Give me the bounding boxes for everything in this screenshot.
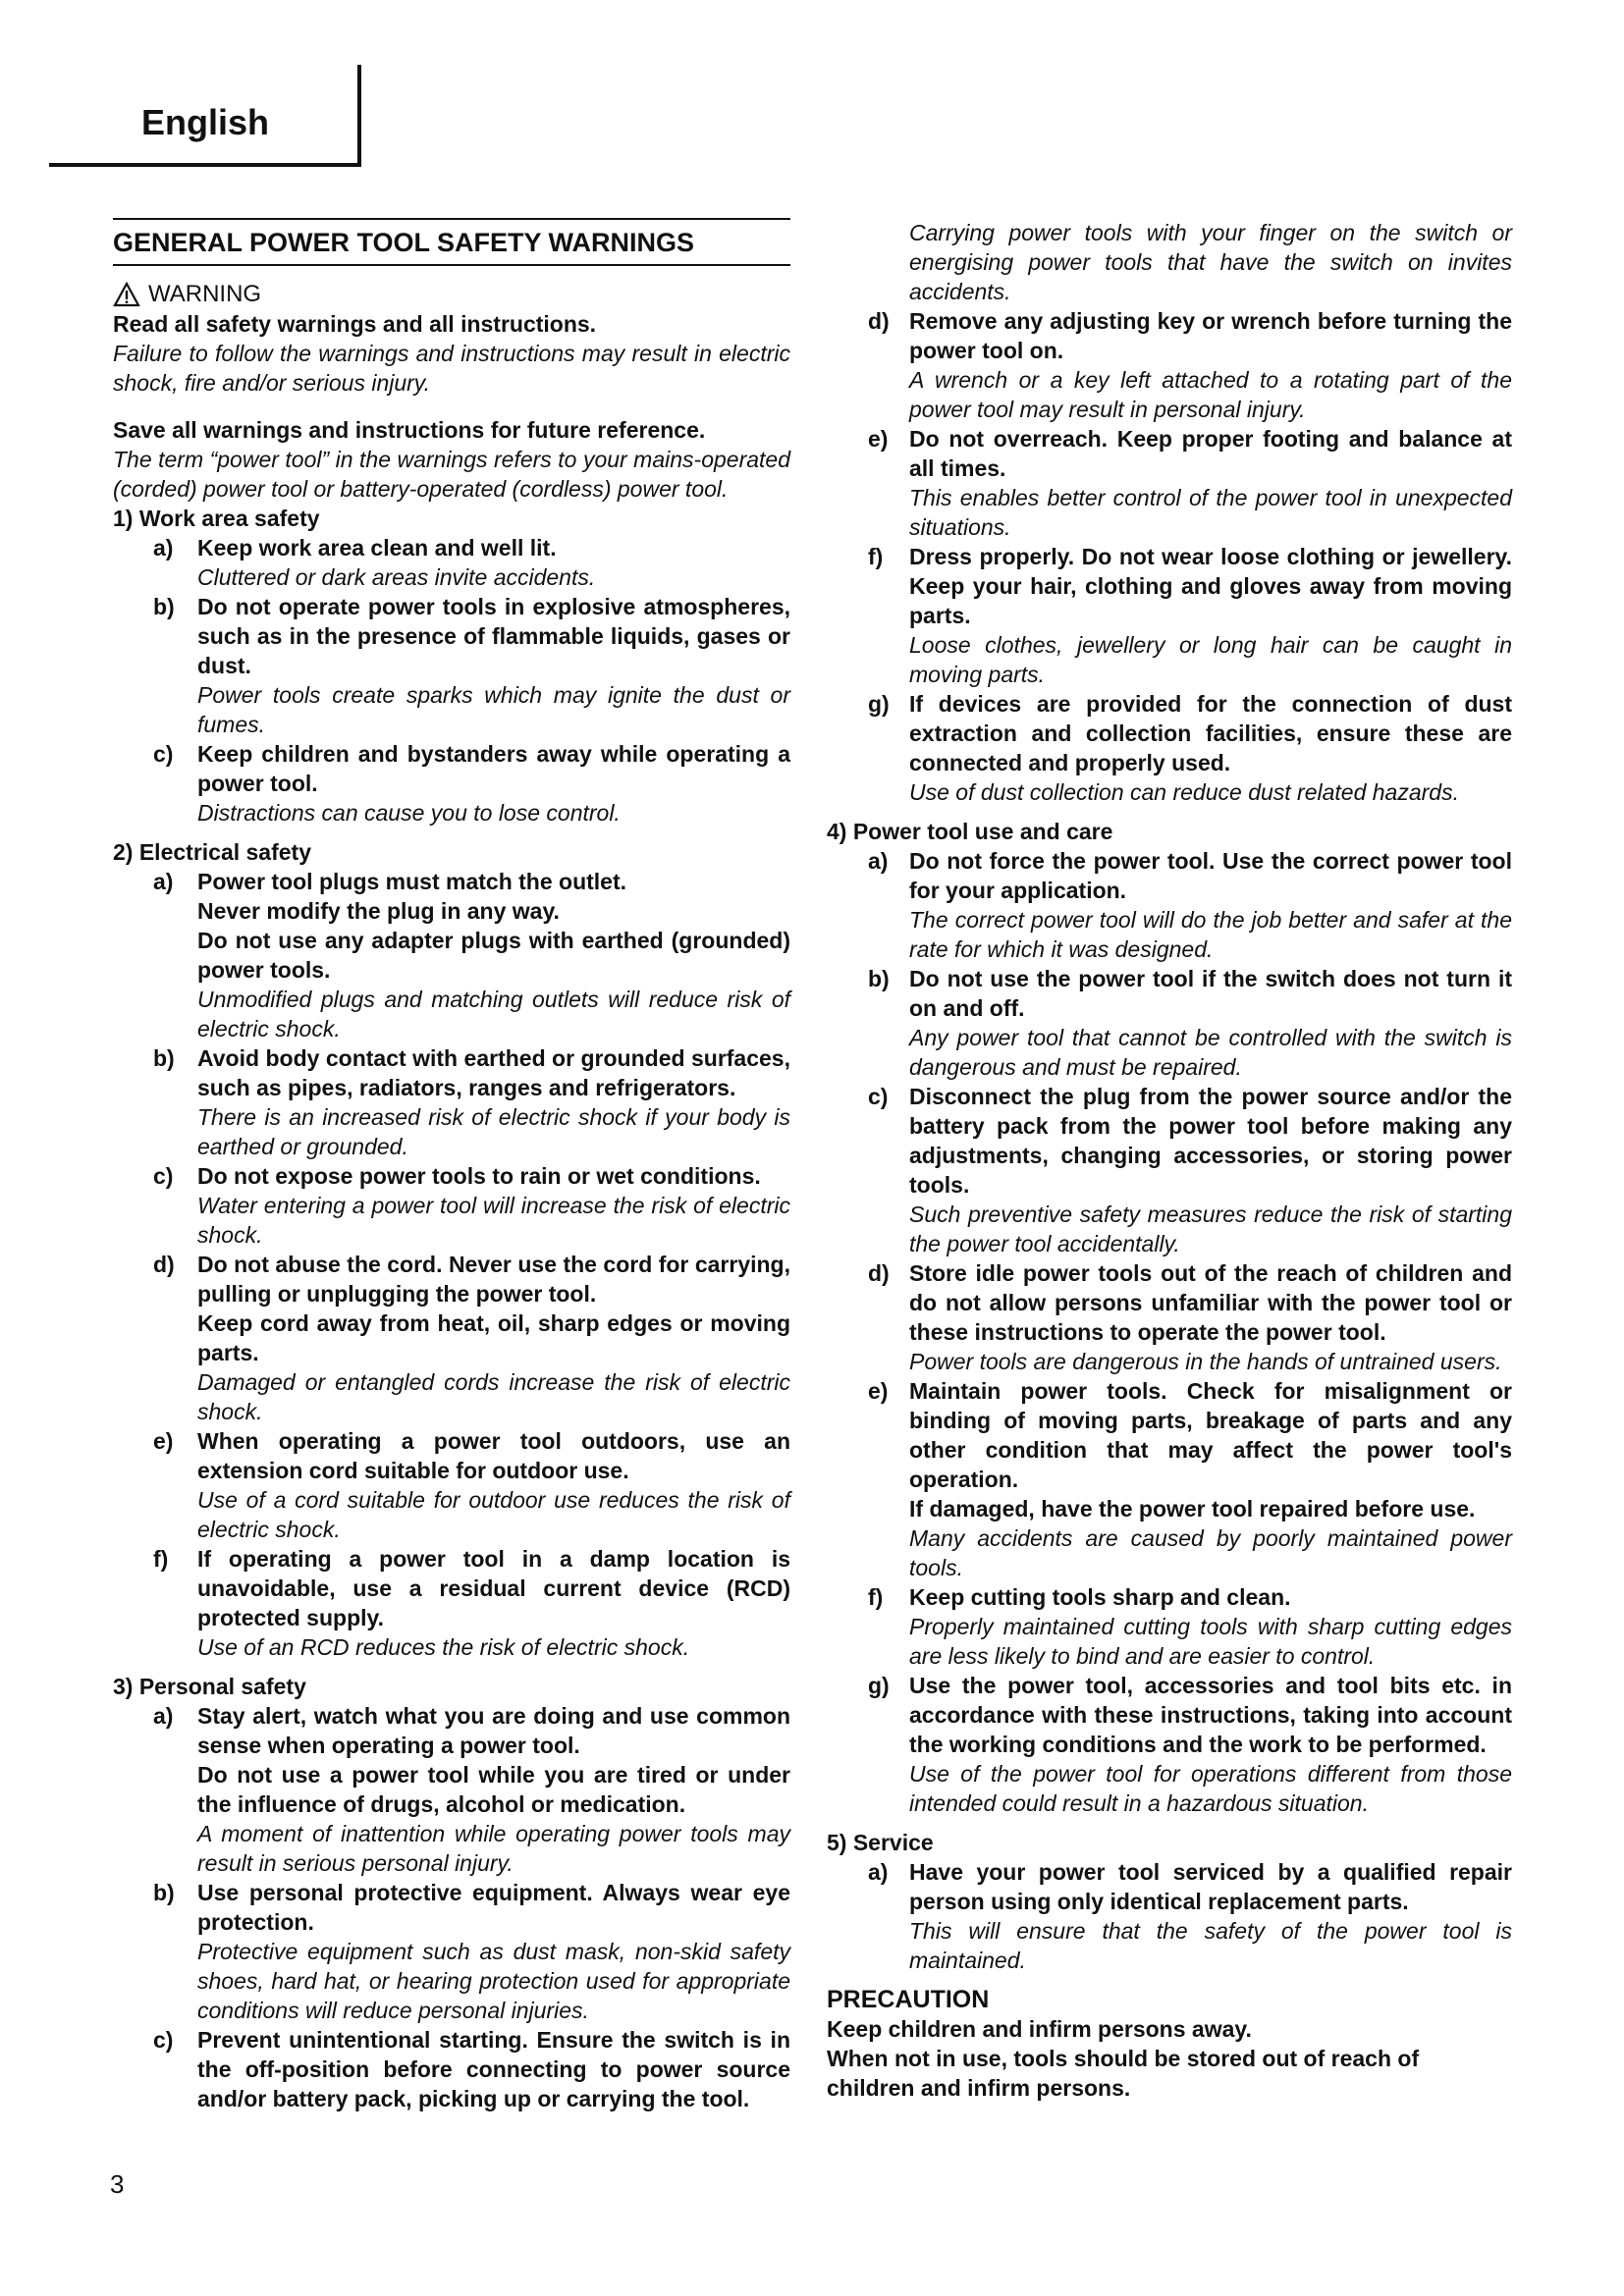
tab-divider-vertical: [357, 65, 361, 167]
item-note: There is an increased risk of electric shock if your body is earthed or grounded.: [197, 1104, 790, 1159]
section-service: 5) Service: [827, 1830, 934, 1855]
item-note: Use of dust collection can reduce dust related hazards.: [909, 779, 1459, 805]
list-item: d) Do not abuse the cord. Never use the cord for carrying, pulling or unplugging the power tool.: [153, 1252, 790, 1307]
item-note: Use of a cord suitable for outdoor use reduces the risk of electric shock.: [197, 1487, 790, 1542]
section-personal: 3) Personal safety: [113, 1674, 306, 1699]
save-all-text: Save all warnings and instructions for future reference.: [113, 417, 706, 443]
list-item: c) Prevent unintentional starting. Ensure the switch is in the off-position before connecting to power source and/or battery pack, picking up or carrying the tool.: [153, 2027, 790, 2111]
item-note: Any power tool that cannot be controlled with the switch is dangerous and must be repaired.: [909, 1025, 1512, 1080]
warning-triangle-icon: [113, 282, 140, 307]
warning-label: WARNING: [148, 281, 262, 307]
list-item: c) Disconnect the plug from the power source and/or the battery pack from the power tool before making any adjustments, changing accessories, or storing power tools.: [868, 1084, 1512, 1198]
list-item: e) Maintain power tools. Check for misalignment or binding of moving parts, breakage of parts and any other condition that may affect the power tool's operation.: [868, 1378, 1512, 1492]
item-note: This will ensure that the safety of the power tool is maintained.: [909, 1918, 1512, 1973]
item-note: Cluttered or dark areas invite accidents.: [197, 564, 596, 590]
section-use-and-care: 4) Power tool use and care: [827, 819, 1113, 844]
section-electrical: 2) Electrical safety: [113, 839, 312, 865]
list-item: a) Have your power tool serviced by a qualified repair person using only identical replacement parts.: [868, 1859, 1512, 1914]
section-heading: GENERAL POWER TOOL SAFETY WARNINGS: [113, 218, 790, 266]
list-item: b) Do not operate power tools in explosive atmospheres, such as in the presence of flammable liquids, gases or dust.: [153, 594, 790, 678]
tab-divider-horizontal: [49, 163, 361, 167]
language-label: English: [141, 102, 270, 142]
item-note: Such preventive safety measures reduce the risk of starting the power tool accidentally.: [909, 1201, 1512, 1256]
failure-text: Failure to follow the warnings and instructions may result in electric shock, fire and/or serious injury.: [113, 341, 790, 396]
item-note: Many accidents are caused by poorly maintained power tools.: [909, 1525, 1512, 1580]
item-continuation: Do not use any adapter plugs with earthed (grounded) power tools.: [197, 928, 790, 983]
item-continuation: Do not use a power tool while you are tired or under the influence of drugs, alcohol or medication.: [197, 1762, 790, 1817]
list-item: a) Keep work area clean and well lit.: [153, 535, 557, 561]
list-item: c) Do not expose power tools to rain or wet conditions.: [153, 1163, 761, 1189]
list-item: e) Do not overreach. Keep proper footing and balance at all times.: [868, 426, 1512, 481]
item-note: Water entering a power tool will increase the risk of electric shock.: [197, 1193, 790, 1248]
item-note: The correct power tool will do the job better and safer at the rate for which it was designed.: [909, 907, 1512, 962]
item-continuation: If damaged, have the power tool repaired before use.: [909, 1496, 1476, 1522]
list-item: a) Do not force the power tool. Use the correct power tool for your application.: [868, 848, 1512, 903]
item-note: Unmodified plugs and matching outlets will reduce risk of electric shock.: [197, 987, 790, 1041]
list-item: d) Remove any adjusting key or wrench before turning the power tool on.: [868, 308, 1512, 363]
list-item: b) Do not use the power tool if the switch does not turn it on and off.: [868, 966, 1512, 1021]
item-note: Loose clothes, jewellery or long hair can be caught in moving parts.: [909, 632, 1512, 687]
list-item: f) If operating a power tool in a damp location is unavoidable, use a residual current device (RCD) protected supply.: [153, 1546, 790, 1630]
list-item: a) Stay alert, watch what you are doing and use common sense when operating a power tool.: [153, 1703, 790, 1758]
item-continuation: Keep cord away from heat, oil, sharp edges or moving parts.: [197, 1310, 790, 1365]
item-continuation: Never modify the plug in any way.: [197, 898, 560, 924]
item-note: Damaged or entangled cords increase the risk of electric shock.: [197, 1369, 790, 1424]
read-all-text: Read all safety warnings and all instructions.: [113, 311, 597, 337]
page-number: 3: [110, 2169, 125, 2199]
list-item: d) Store idle power tools out of the reach of children and do not allow persons unfamiliar with the power tool or these instructions to operate the power tool.: [868, 1260, 1512, 1345]
list-item: a) Power tool plugs must match the outlet.: [153, 869, 627, 894]
right-column: [827, 218, 1512, 2103]
item-note: A wrench or a key left attached to a rotating part of the power tool may result in personal injury.: [909, 367, 1512, 422]
warning-line: [113, 280, 790, 309]
list-item: f) Dress properly. Do not wear loose clothing or jewellery. Keep your hair, clothing and gloves away from moving parts.: [868, 544, 1512, 628]
item-note: Properly maintained cutting tools with sharp cutting edges are less likely to bind and are easier to control.: [909, 1614, 1512, 1669]
item-note: Use of an RCD reduces the risk of electric shock.: [197, 1634, 690, 1660]
list-item: c) Keep children and bystanders away while operating a power tool.: [153, 741, 790, 796]
term-text: The term “power tool” in the warnings refers to your mains-operated (corded) power tool or battery-operated (cordless) power tool.: [113, 447, 790, 502]
item-note: Power tools are dangerous in the hands of untrained users.: [909, 1349, 1502, 1374]
list-item: b) Avoid body contact with earthed or grounded surfaces, such as pipes, radiators, ranges and refrigerators.: [153, 1045, 790, 1100]
item-note: A moment of inattention while operating power tools may result in serious personal injury.: [197, 1821, 790, 1876]
item-note: Carrying power tools with your finger on the switch or energising power tools that have the switch on invites accidents.: [909, 220, 1512, 304]
list-item: b) Use personal protective equipment. Always wear eye protection.: [153, 1880, 790, 1935]
list-item: f) Keep cutting tools sharp and clean.: [868, 1584, 1291, 1610]
list-item: g) If devices are provided for the connection of dust extraction and collection facilities, ensure these are connected and properly used.: [868, 691, 1512, 775]
precaution-text: Keep children and infirm persons away.: [827, 2016, 1252, 2042]
left-column: [113, 218, 790, 2113]
precaution-title: PRECAUTION: [827, 1986, 990, 2013]
item-note: Distractions can cause you to lose control.: [197, 800, 621, 826]
item-note: Power tools create sparks which may ignite the dust or fumes.: [197, 682, 790, 737]
list-item: g) Use the power tool, accessories and tool bits etc. in accordance with these instructions, taking into account the working conditions and the work to be performed.: [868, 1673, 1512, 1757]
language-tab: [49, 65, 361, 167]
item-note: This enables better control of the power tool in unexpected situations.: [909, 485, 1512, 540]
section-work-area: 1) Work area safety: [113, 506, 320, 531]
precaution-text: When not in use, tools should be stored out of reach of children and infirm persons.: [827, 2046, 1420, 2101]
item-note: Use of the power tool for operations different from those intended could result in a hazardous situation.: [909, 1761, 1512, 1816]
item-note: Protective equipment such as dust mask, non-skid safety shoes, hard hat, or hearing protection used for appropriate conditions will reduce personal injuries.: [197, 1939, 790, 2023]
list-item: e) When operating a power tool outdoors, use an extension cord suitable for outdoor use.: [153, 1428, 790, 1483]
